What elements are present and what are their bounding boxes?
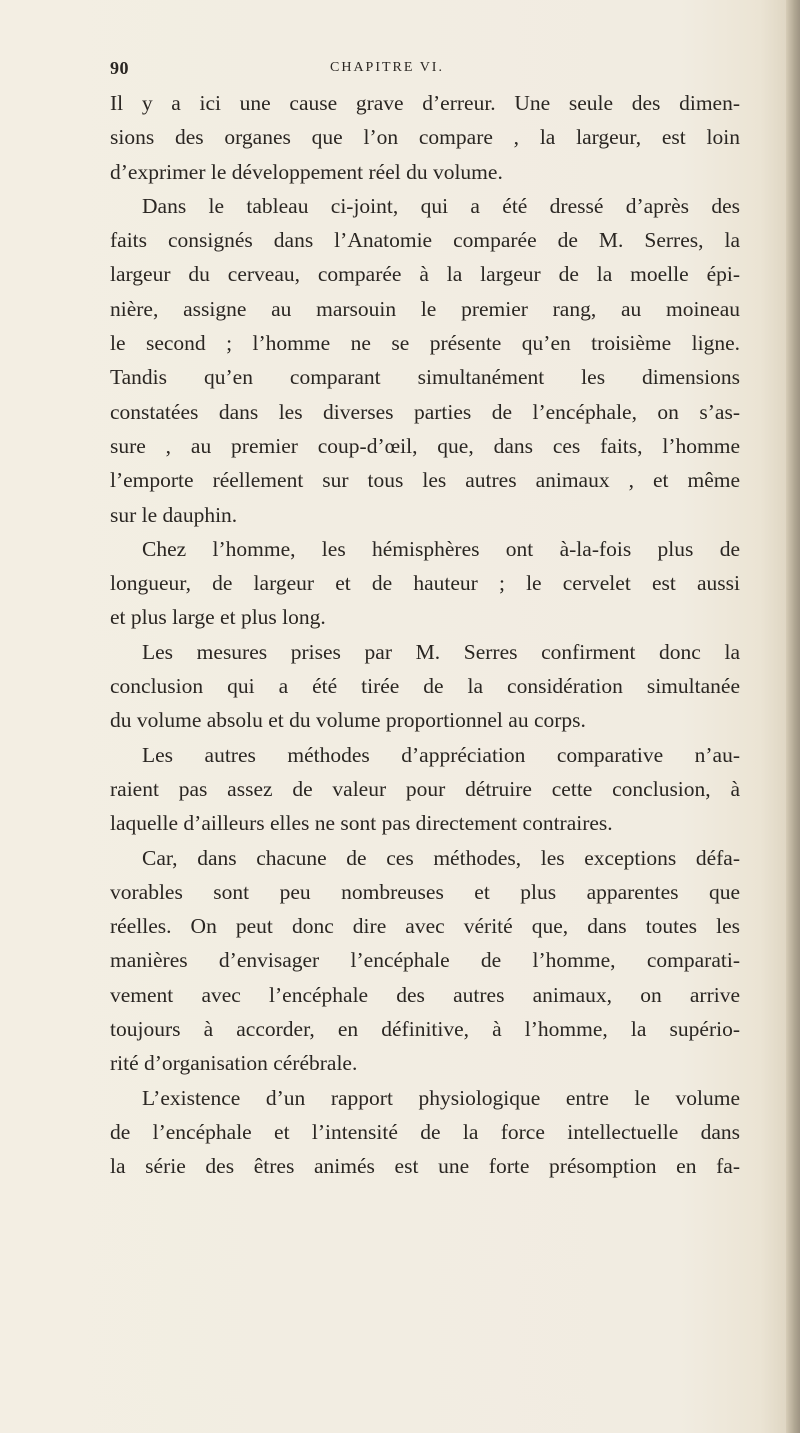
text-line: réelles. On peut donc dire avec vérité que, dans toutes les [110,914,740,939]
page-number: 90 [110,58,129,78]
text-line: raient pas assez de valeur pour détruire cette conclusion, à [110,776,740,801]
text-line: Il y a ici une cause grave d’erreur. Une seule des dimen- [110,91,740,115]
text-line: L’existence d’un rapport physiologique entre le volume [142,1085,740,1110]
text-line: vorables sont peu nombreuses et plus apparentes que [110,879,740,904]
page-edge-shadow [786,0,800,1433]
text-line: nière, assigne au marsouin le premier rang, au moineau [110,296,740,321]
text-line: et plus large et plus long. [110,605,326,630]
text-line: du volume absolu et du volume proportionnel au corps. [110,708,586,733]
text-line: largeur du cerveau, comparée à la largeur de la moelle épi- [110,262,740,287]
text-line: sure , au premier coup-d’œil, que, dans ces faits, l’homme [110,433,740,458]
text-line: d’exprimer le développement réel du volume. [110,159,503,184]
text-line: laquelle d’ailleurs elles ne sont pas directement contraires. [110,811,613,836]
text-line: Tandis qu’en comparant simultanément les dimensions [110,365,740,390]
text-line: la série des êtres animés est une forte présomption en fa- [110,1154,740,1179]
running-head: CHAPITRE VI. [330,60,444,75]
text-line: sions des organes que l’on compare , la largeur, est loin [110,125,740,150]
text-line: faits consignés dans l’Anatomie comparée de M. Serres, la [110,228,740,253]
text-line: manières d’envisager l’encéphale de l’homme, comparati- [110,948,740,973]
text-line: de l’encéphale et l’intensité de la force intellectuelle dans [110,1119,740,1144]
text-line: longueur, de largeur et de hauteur ; le cervelet est aussi [110,571,740,596]
text-line: l’emporte réellement sur tous les autres animaux , et même [110,468,740,493]
text-line: toujours à accorder, en définitive, à l’homme, la supério- [110,1017,740,1042]
text-line: vement avec l’encéphale des autres animaux, on arrive [110,982,740,1007]
text-line: Dans le tableau ci-joint, qui a été dressé d’après des [142,193,740,218]
text-line: Chez l’homme, les hémisphères ont à-la-fois plus de [142,536,740,561]
text-line: constatées dans les diverses parties de l’encéphale, on s’as- [110,399,740,424]
text-line: sur le dauphin. [110,502,238,527]
text-line: Car, dans chacune de ces méthodes, les exceptions défa- [142,845,740,870]
text-line: le second ; l’homme ne se présente qu’en troisième ligne. [110,331,740,356]
page-header [0,58,800,84]
text-line: rité d’organisation cérébrale. [110,1051,358,1076]
body-text [110,86,740,1184]
text-line: Les autres méthodes d’appréciation comparative n’au- [142,742,740,767]
text-line: Les mesures prises par M. Serres confirment donc la [142,639,740,664]
text-line: conclusion qui a été tirée de la considération simultanée [110,674,740,699]
